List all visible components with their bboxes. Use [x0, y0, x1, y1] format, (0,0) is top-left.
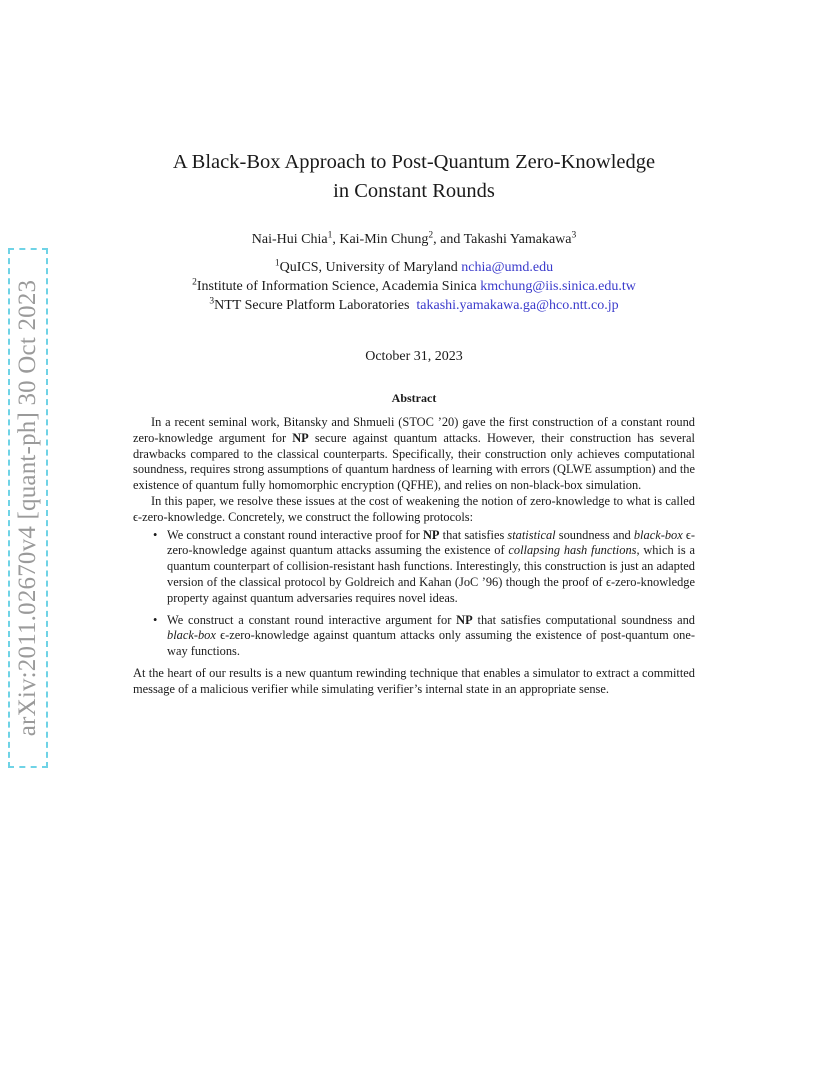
title-line-1: A Black-Box Approach to Post-Quantum Zero-Knowledge — [172, 151, 656, 173]
arxiv-side-stamp — [8, 248, 48, 768]
emphasis: black-box — [633, 527, 683, 542]
affiliation-org: QuICS, University of Maryland — [279, 260, 458, 275]
list-item — [167, 528, 695, 607]
affiliation-3 — [133, 296, 695, 315]
abstract-paragraph-1 — [133, 415, 695, 494]
affiliations — [133, 258, 695, 315]
abstract-heading: Abstract — [391, 391, 437, 405]
text-run: ϵ-zero-knowledge against quantum attacks assuming the existence of — [167, 527, 695, 558]
text-run: ϵ-zero-knowledge against quantum attacks only assuming the existence of post-quantum one-way functions. — [167, 628, 695, 659]
emphasis: statistical — [507, 527, 556, 542]
abstract-body — [133, 415, 695, 698]
author-list: Nai-Hui Chia$^1$, Kai-Min Chung$^2$, and Takashi Yamakawa$^3$ — [251, 230, 577, 247]
text-run: , which is a quantum counterpart of collision-resistant hash functions. Interestingly, this construction is just an adapted version of the classical protocol by Goldreich and Kahan (JoC ’96) though the proof of ϵ-zero-knowledge property against quantum adversaries requires novel ideas. — [167, 543, 695, 605]
text-run: soundness and — [555, 527, 634, 542]
paper-first-page — [133, 148, 695, 698]
affiliation-1 — [133, 258, 695, 277]
email-link[interactable]: kmchung@iis.sinica.edu.tw — [480, 279, 636, 294]
protocol-list — [133, 528, 695, 660]
text-run: We construct a constant round interactive argument for — [167, 612, 457, 627]
affiliation-mark: 1 — [274, 258, 280, 269]
author-name: Nai-Hui Chia — [251, 232, 328, 247]
email-link[interactable]: nchia@umd.edu — [461, 260, 554, 275]
title-line-2: in Constant Rounds — [333, 180, 495, 202]
affiliation-2 — [133, 277, 695, 296]
emphasis: black-box — [167, 628, 216, 643]
list-item — [167, 613, 695, 660]
author-name: Takashi Yamakawa — [463, 232, 572, 247]
email-link[interactable]: takashi.yamakawa.ga@hco.ntt.co.jp — [416, 298, 619, 313]
text-run: that satisfies computational soundness and — [472, 612, 696, 627]
text-run: We construct a constant round interactive proof for — [167, 527, 423, 542]
affiliation-org: Institute of Information Science, Academia Sinica — [196, 279, 477, 294]
abstract-closing: At the heart of our results is a new quantum rewinding technique that enables a simulator to extract a committed message of a malicious verifier while simulating verifier’s internal state in an appropriate sense. — [133, 665, 695, 696]
author-mark: 3 — [571, 230, 577, 241]
author-name: Kai-Min Chung — [339, 232, 429, 247]
text-run: In a recent seminal work, Bitansky and Shmueli (STOC ’20) gave the first construction of a constant round zero-knowledge argument for — [133, 415, 695, 445]
np-term: NP — [292, 430, 309, 445]
publication-date: October 31, 2023 — [365, 349, 463, 364]
emphasis: collapsing hash functions — [508, 543, 637, 558]
abstract-paragraph-2: In this paper, we resolve these issues at the cost of weakening the notion of zero-knowledge to what is called ϵ-zero-knowledge. Concretely, we construct the following protocols: — [133, 493, 695, 524]
text-run: secure against quantum attacks. However, their construction has several drawbacks compared to the classical counterparts. Specifically, their construction only achieves computational soundness, requires strong assumptions of quantum hardness of learning with errors (QLWE assumption) and the existence of quantum fully homomorphic encryption (QFHE), and relies on non-black-box simulation. — [133, 430, 695, 493]
affiliation-mark: 2 — [192, 277, 197, 288]
affiliation-org: NTT Secure Platform Laboratories — [214, 298, 410, 313]
affiliation-mark: 3 — [209, 296, 215, 307]
author-mark: 2 — [428, 230, 434, 241]
np-term: NP — [422, 527, 440, 542]
text-run: that satisfies — [439, 527, 508, 542]
author-mark: 1 — [327, 230, 333, 241]
arxiv-identifier: arXiv:2011.02670v4 [quant-ph] 30 Oct 2023 — [14, 279, 41, 737]
paper-title — [133, 148, 695, 206]
np-term: NP — [456, 612, 473, 627]
